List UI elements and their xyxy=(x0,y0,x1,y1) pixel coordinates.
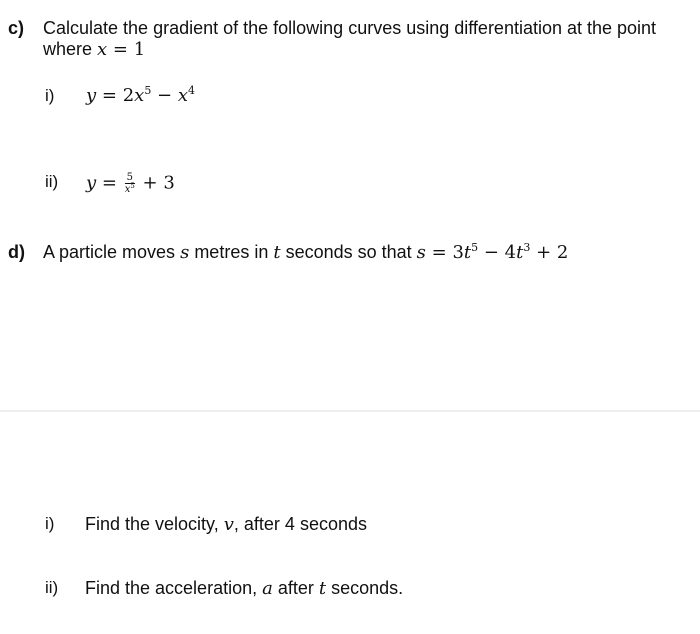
where-text: where xyxy=(43,39,93,59)
part-c-ii-label: ii) xyxy=(45,172,59,191)
acceleration-question: Find the acceleration, a after t seconds. xyxy=(85,578,404,599)
part-d-ii-label: ii) xyxy=(45,578,59,597)
section-c-question-line2 xyxy=(43,38,145,61)
curve-equation-i: $y = 2x^5 - x^4$ xyxy=(86,84,195,106)
fraction: $\frac{5}{x^5}$ xyxy=(124,172,135,195)
section-c-question-line1: Calculate the gradient of the following curves using differentiation at the point xyxy=(43,18,657,38)
displacement-equation: $s = 3t^5 - 4t^3 + 2$ xyxy=(416,241,569,263)
section-c-label: c) xyxy=(8,18,25,38)
page-divider xyxy=(0,410,700,412)
velocity-question: Find the velocity, v, after 4 seconds xyxy=(85,514,367,535)
curve-equation-ii: y = $\frac{5}{x^5}$ + 3 xyxy=(86,172,175,195)
section-d-question: A particle moves s metres in t seconds so that $s = 3t^5 - 4t^3 + 2$ xyxy=(43,241,569,263)
part-d-i-label: i) xyxy=(45,514,55,533)
section-d-label: d) xyxy=(8,242,25,262)
part-c-i-label: i) xyxy=(45,86,55,105)
condition-expression: x = 1 xyxy=(97,39,146,60)
